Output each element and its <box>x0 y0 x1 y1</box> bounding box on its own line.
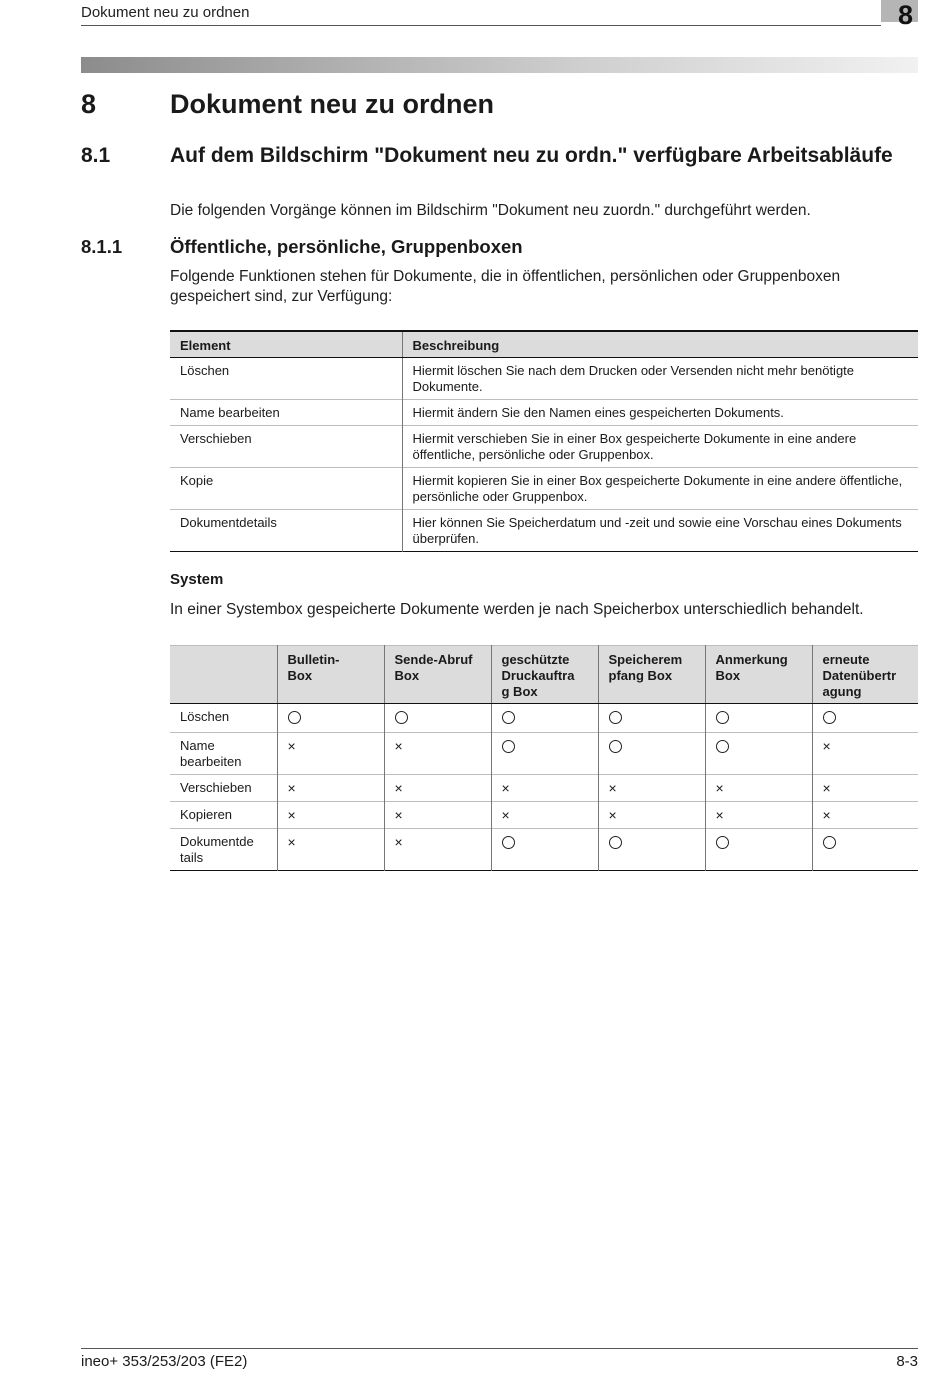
not-available-cross-icon: × <box>501 780 510 796</box>
column-header-erneute-datenuebertragung: erneute Datenübertr agung <box>812 646 918 704</box>
availability-cell <box>598 829 705 871</box>
availability-cell <box>812 704 918 733</box>
table-row <box>170 467 918 509</box>
availability-cell <box>812 733 918 775</box>
subsection-number: 8.1.1 <box>81 236 123 257</box>
row-label: Verschieben <box>170 775 277 802</box>
table-row <box>170 399 918 425</box>
chapter-title: Dokument neu zu ordnen <box>170 89 494 119</box>
table-row <box>170 775 918 802</box>
available-circle-icon <box>609 740 622 753</box>
row-element: Name bearbeiten <box>170 399 402 425</box>
available-circle-icon <box>823 836 836 849</box>
availability-cell <box>812 775 918 802</box>
row-element: Dokumentdetails <box>170 509 402 551</box>
availability-cell <box>705 829 812 871</box>
not-available-cross-icon: × <box>394 738 403 754</box>
availability-cell <box>384 829 491 871</box>
row-label: Dokumentde tails <box>170 829 277 871</box>
available-circle-icon <box>716 740 729 753</box>
section-intro: Die folgenden Vorgänge können im Bildschirm "Dokument neu zuordn." durchgeführt werden. <box>170 202 811 219</box>
section-number: 8.1 <box>81 144 111 167</box>
not-available-cross-icon: × <box>287 738 296 754</box>
table-row <box>170 425 918 467</box>
section-title: Auf dem Bildschirm "Dokument neu zu ordn." verfügbare Arbeitsabläufe <box>170 144 893 167</box>
available-circle-icon <box>823 711 836 724</box>
not-available-cross-icon: × <box>822 807 831 823</box>
not-available-cross-icon: × <box>822 780 831 796</box>
row-element: Löschen <box>180 362 230 378</box>
available-circle-icon <box>502 711 515 724</box>
footer-rule <box>81 1348 918 1349</box>
row-element: Verschieben <box>170 425 402 467</box>
not-available-cross-icon: × <box>822 738 831 754</box>
system-box-table <box>170 645 918 871</box>
chapter-number: 8 <box>81 89 97 119</box>
table-header-row <box>170 331 918 357</box>
availability-cell <box>491 802 598 829</box>
availability-cell <box>277 802 384 829</box>
not-available-cross-icon: × <box>501 807 510 823</box>
column-header-sende-abruf-box: Sende-Abruf Box <box>384 646 491 704</box>
availability-cell <box>384 704 491 733</box>
system-intro: In einer Systembox gespeicherte Dokumente werden je nach Speicherbox unterschiedlich behandelt. <box>170 601 864 618</box>
availability-cell <box>598 802 705 829</box>
not-available-cross-icon: × <box>394 807 403 823</box>
functions-table <box>170 330 918 552</box>
system-heading: System <box>170 571 224 588</box>
availability-cell <box>812 802 918 829</box>
footer-model: ineo+ 353/253/203 (FE2) <box>81 1353 248 1370</box>
availability-cell <box>384 733 491 775</box>
not-available-cross-icon: × <box>715 807 724 823</box>
column-header-anmerkung-box: Anmerkung Box <box>705 646 812 704</box>
available-circle-icon <box>716 711 729 724</box>
not-available-cross-icon: × <box>287 807 296 823</box>
table-row <box>170 829 918 871</box>
footer-page-number: 8-3 <box>896 1353 918 1370</box>
not-available-cross-icon: × <box>394 834 403 850</box>
availability-cell <box>598 775 705 802</box>
subsection-intro: Folgende Funktionen stehen für Dokumente, die in öffentlichen, persönlichen oder Gruppenboxen gespeichert sind, zur Verfügung: <box>170 268 841 305</box>
availability-cell <box>705 733 812 775</box>
chapter-tab-number: 8 <box>898 0 914 30</box>
availability-cell <box>491 829 598 871</box>
row-description: Hiermit verschieben Sie in einer Box gespeicherte Dokumente in eine andere öffentliche, persönliche oder Gruppenbox. <box>402 425 918 467</box>
running-header-title: Dokument neu zu ordnen <box>81 4 250 21</box>
availability-cell <box>277 733 384 775</box>
table-row <box>170 509 918 551</box>
available-circle-icon <box>502 740 515 753</box>
row-label: Kopieren <box>170 802 277 829</box>
not-available-cross-icon: × <box>608 807 617 823</box>
column-header-description: Beschreibung <box>402 331 918 357</box>
row-description: Hiermit löschen Sie nach dem Drucken oder Versenden nicht mehr benötigte Dokumente. <box>402 357 918 399</box>
column-header-geschuetzte-druckauftrag-box: geschützte Druckauftra g Box <box>491 646 598 704</box>
row-description: Hier können Sie Speicherdatum und -zeit und sowie eine Vorschau eines Dokuments überprüfen. <box>402 509 918 551</box>
available-circle-icon <box>609 836 622 849</box>
table-row <box>170 802 918 829</box>
subsection-title: Öffentliche, persönliche, Gruppenboxen <box>170 236 523 257</box>
row-label: Name bearbeiten <box>170 733 277 775</box>
table-row <box>170 357 918 399</box>
not-available-cross-icon: × <box>715 780 724 796</box>
not-available-cross-icon: × <box>287 834 296 850</box>
column-header-element: Element <box>170 331 402 357</box>
column-header-bulletin-box: Bulletin- Box <box>277 646 384 704</box>
not-available-cross-icon: × <box>287 780 296 796</box>
availability-cell <box>277 829 384 871</box>
availability-cell <box>705 704 812 733</box>
row-label: Löschen <box>170 704 277 733</box>
column-header-speicherempfang-box: Speicherem pfang Box <box>598 646 705 704</box>
availability-cell <box>384 802 491 829</box>
available-circle-icon <box>609 711 622 724</box>
row-description: Hiermit kopieren Sie in einer Box gespeicherte Dokumente in eine andere öffentliche, persönliche oder Gruppenbox. <box>402 467 918 509</box>
availability-cell <box>384 775 491 802</box>
table-row <box>170 733 918 775</box>
availability-cell <box>277 704 384 733</box>
not-available-cross-icon: × <box>394 780 403 796</box>
availability-cell <box>491 704 598 733</box>
column-header-empty <box>170 646 277 704</box>
availability-cell <box>491 775 598 802</box>
availability-cell <box>491 733 598 775</box>
available-circle-icon <box>716 836 729 849</box>
availability-cell <box>277 775 384 802</box>
available-circle-icon <box>395 711 408 724</box>
availability-cell <box>705 775 812 802</box>
row-description: Hiermit ändern Sie den Namen eines gespeicherten Dokuments. <box>402 399 918 425</box>
header-rule <box>81 25 881 26</box>
availability-cell <box>598 704 705 733</box>
table-row <box>170 704 918 733</box>
not-available-cross-icon: × <box>608 780 617 796</box>
table-header-row <box>170 646 918 704</box>
available-circle-icon <box>288 711 301 724</box>
chapter-gradient-bar <box>81 57 918 73</box>
row-element: Kopie <box>170 467 402 509</box>
availability-cell <box>598 733 705 775</box>
availability-cell <box>812 829 918 871</box>
availability-cell <box>705 802 812 829</box>
available-circle-icon <box>502 836 515 849</box>
